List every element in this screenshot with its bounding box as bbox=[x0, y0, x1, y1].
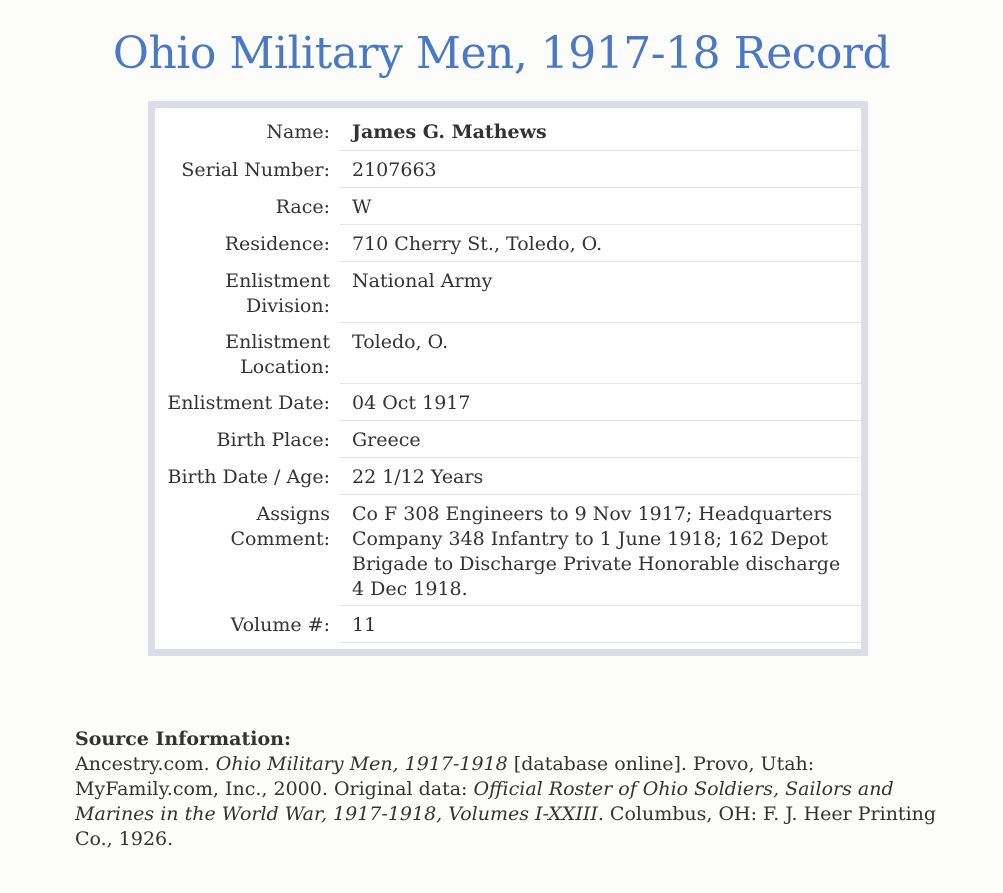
enlistment-location-label: Enlistment Location: bbox=[225, 331, 330, 378]
birth-place-label: Birth Place: bbox=[216, 429, 330, 451]
record-row-birth-place bbox=[155, 421, 861, 458]
source-text-1: Ancestry.com. bbox=[75, 753, 216, 775]
record-row-residence bbox=[155, 225, 861, 262]
record-row-assigns-comment bbox=[155, 495, 861, 606]
record-row-enlistment-date bbox=[155, 384, 861, 421]
race-label: Race: bbox=[275, 196, 330, 218]
enlistment-division-label: Enlistment Division: bbox=[225, 270, 330, 317]
source-information bbox=[75, 727, 945, 852]
record-card bbox=[148, 101, 868, 656]
assigns-comment-label: Assigns Comment: bbox=[230, 503, 330, 550]
birth-date-age-label: Birth Date / Age: bbox=[167, 466, 330, 488]
source-roster-title: Official Roster of Ohio Soldiers, Sailors and Marines in the World War, 1917-1918, Volumes I-XXIII bbox=[75, 778, 894, 825]
residence-label: Residence: bbox=[224, 233, 330, 255]
birth-date-age-value: 22 1/12 Years bbox=[340, 458, 861, 495]
source-text-2: [database online]. Provo, Utah: MyFamily.com, Inc., 2000. Original data: bbox=[75, 753, 815, 800]
enlistment-date-value: 04 Oct 1917 bbox=[340, 384, 861, 421]
record-row-enlistment-division bbox=[155, 262, 861, 323]
source-heading: Source Information: bbox=[75, 728, 291, 750]
record-row-race bbox=[155, 188, 861, 225]
residence-value: 710 Cherry St., Toledo, O. bbox=[340, 225, 861, 262]
record-row-name bbox=[155, 111, 861, 151]
birth-place-value: Greece bbox=[340, 421, 861, 458]
record-row-volume bbox=[155, 606, 861, 643]
enlistment-division-value: National Army bbox=[340, 262, 861, 323]
page-title: Ohio Military Men, 1917-18 Record bbox=[112, 28, 891, 79]
name-label: Name: bbox=[266, 121, 330, 143]
race-value: W bbox=[340, 188, 861, 225]
record-row-serial bbox=[155, 151, 861, 188]
serial-number-value: 2107663 bbox=[340, 151, 861, 188]
name-value: James G. Mathews bbox=[340, 111, 861, 151]
source-database-title: Ohio Military Men, 1917-1918 bbox=[215, 753, 508, 775]
record-table bbox=[155, 111, 861, 643]
volume-value: 11 bbox=[340, 606, 861, 643]
record-row-enlistment-location bbox=[155, 323, 861, 384]
enlistment-location-value: Toledo, O. bbox=[340, 323, 861, 384]
assigns-comment-value: Co F 308 Engineers to 9 Nov 1917; Headquarters Company 348 Infantry to 1 June 1918; 162 Depot Brigade to Discharge Private Honorable discharge 4 Dec 1918. bbox=[340, 495, 861, 606]
source-text-3: . Columbus, OH: F. J. Heer Printing Co., 1926. bbox=[75, 803, 937, 850]
record-row-birth-date-age bbox=[155, 458, 861, 495]
serial-number-label: Serial Number: bbox=[181, 159, 330, 181]
enlistment-date-label: Enlistment Date: bbox=[167, 392, 330, 414]
volume-label: Volume #: bbox=[230, 614, 330, 636]
